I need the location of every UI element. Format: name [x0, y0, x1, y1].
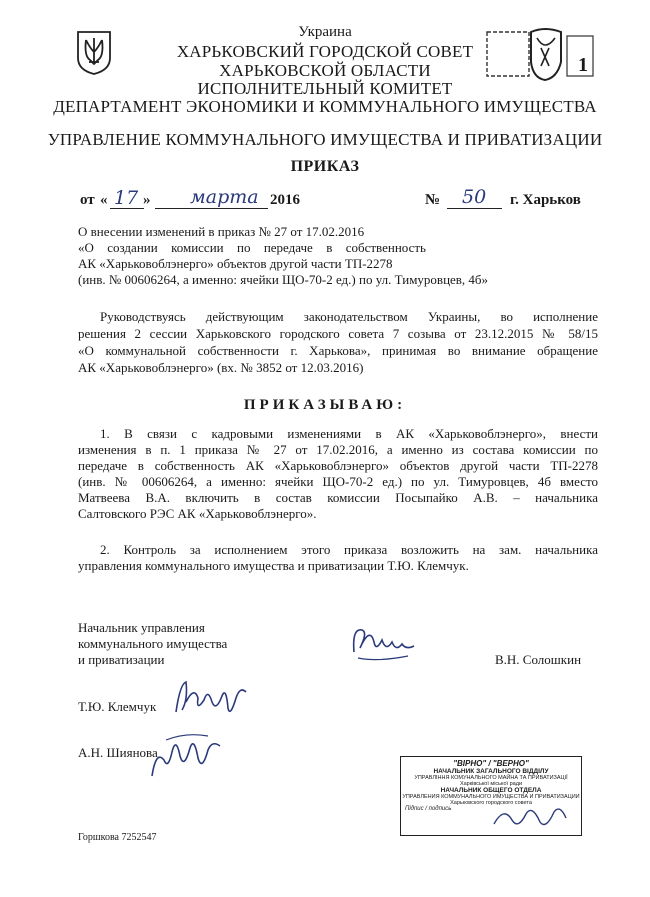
doc-title: ПРИКАЗ	[290, 158, 360, 175]
order-city: г. Харьков	[510, 192, 581, 208]
header-committee: ИСПОЛНИТЕЛЬНЫЙ КОМИТЕТ	[197, 79, 453, 98]
item2-line-2: управления коммунального имущества и приватизации Т.Ю. Клемчук.	[78, 558, 469, 573]
signatory-title-2: коммунального имущества	[78, 636, 228, 651]
order-date-prefix: от	[80, 192, 95, 208]
item1-line-6: Салтовского РЭС АК «Харьковоблэнерго».	[78, 506, 317, 521]
order-word: ПРИКАЗЫВАЮ:	[243, 397, 407, 413]
approver-1-signature	[172, 678, 252, 722]
signatory-signature	[348, 622, 418, 668]
stamp-line-5: НАЧАЛЬНИК ОБЩЕГО ОТДЕЛА	[440, 787, 542, 794]
stamp-line-6: УПРАВЛЕНИЯ КОММУНАЛЬНОГО ИМУЩЕСТВА И ПРИВАТИЗАЦИИ	[402, 794, 580, 800]
subject-line-1: О внесении изменений в приказ № 27 от 17.02.2016	[78, 224, 365, 239]
approver-1-name: Т.Ю. Клемчук	[78, 699, 157, 714]
preamble-line-4: АК «Харьковоблэнерго» (вх. № 3852 от 12.03.2016)	[78, 360, 364, 375]
order-number-prefix: №	[425, 192, 441, 208]
stamp-line-3: УПРАВЛІННЯ КОМУНАЛЬНОГО МАЙНА ТА ПРИВАТИЗАЦІЇ	[414, 775, 568, 781]
stamp-line-1: "ВІРНО" / "ВЕРНО"	[453, 759, 529, 768]
header-region: ХАРЬКОВСКОЙ ОБЛАСТИ	[219, 61, 431, 80]
item2-line-1: 2. Контроль за исполнением этого приказа возложить на зам. начальника	[100, 542, 598, 557]
preamble-line-1: Руководствуясь действующим законодательством Украины, во исполнение	[100, 309, 598, 324]
order-month: марта	[190, 186, 259, 208]
order-month-line	[155, 208, 268, 209]
stamp-line-8: Підпис / подпись	[405, 806, 452, 812]
item1-line-2: изменения в п. 1 приказа № 27 от 17.02.2016, а именно из состава комиссии по	[78, 442, 598, 457]
subject-line-2: «О создании комиссии по передаче в собственность	[78, 240, 426, 255]
header-directorate: УПРАВЛЕНИЕ КОММУНАЛЬНОГО ИМУЩЕСТВА И ПРИВАТИЗАЦИИ	[47, 130, 603, 149]
order-year: 2016	[270, 192, 300, 208]
order-date-quote-close: »	[143, 192, 151, 208]
stamp-line-2: НАЧАЛЬНИК ЗАГАЛЬНОГО ВІДДІЛУ	[433, 768, 549, 775]
preamble-line-2: решения 2 сессии Харьковского городского совета 7 созыва от 23.12.2015 № 58/15	[78, 326, 598, 341]
executor-note: Горшкова 7252547	[78, 832, 157, 843]
order-day: 17	[114, 187, 139, 209]
header-council: ХАРЬКОВСКИЙ ГОРОДСКОЙ СОВЕТ	[176, 42, 474, 61]
signatory-title-3: и приватизации	[78, 652, 165, 667]
item1-line-3: передаче в собственность АК «Харьковоблэнерго» объектов другой части ТП-2278	[78, 458, 598, 473]
order-number: 50	[462, 186, 487, 208]
stamp-line-4: Харківської міської ради	[459, 781, 523, 787]
header-department: ДЕПАРТАМЕНТ ЭКОНОМИКИ И КОММУНАЛЬНОГО ИМУЩЕСТВА	[53, 97, 597, 116]
subject-line-4: (инв. № 00606264, а именно: ячейки ЩО-70-2 ед.) по ул. Тимуровцев, 4б»	[78, 272, 489, 287]
approver-2-signature	[146, 730, 226, 784]
preamble-line-3: «О коммунальной собственности г. Харькова», принимая во внимание обращение	[78, 343, 598, 358]
signatory-title-1: Начальник управления	[78, 620, 205, 635]
signatory-name: В.Н. Солошкин	[495, 652, 582, 667]
item1-line-4: (инв. № 00606264, а именно: ячейки ЩО-70-2 ед.) по ул. Тимуровцев, 4б вместо	[78, 474, 598, 489]
item1-line-5: Матвеева В.А. включить в состав комиссии Посыпайко А.В. – начальника	[78, 490, 598, 505]
order-day-line	[110, 208, 144, 209]
stamp-signature	[490, 800, 570, 834]
item1-line-1: 1. В связи с кадровыми изменениями в АК «Харьковоблэнерго», внести	[100, 426, 598, 441]
approver-2-name: А.Н. Шиянова	[78, 745, 158, 760]
corner-mark: 1	[578, 54, 588, 76]
stamp-line-7: Харьковского городского совета	[450, 800, 532, 806]
header-country: Украина	[298, 24, 352, 40]
order-number-line	[447, 208, 502, 209]
order-date-quote-open: «	[100, 192, 108, 208]
subject-line-3: АК «Харьковоблэнерго» объектов другой части ТП-2278	[78, 256, 393, 271]
